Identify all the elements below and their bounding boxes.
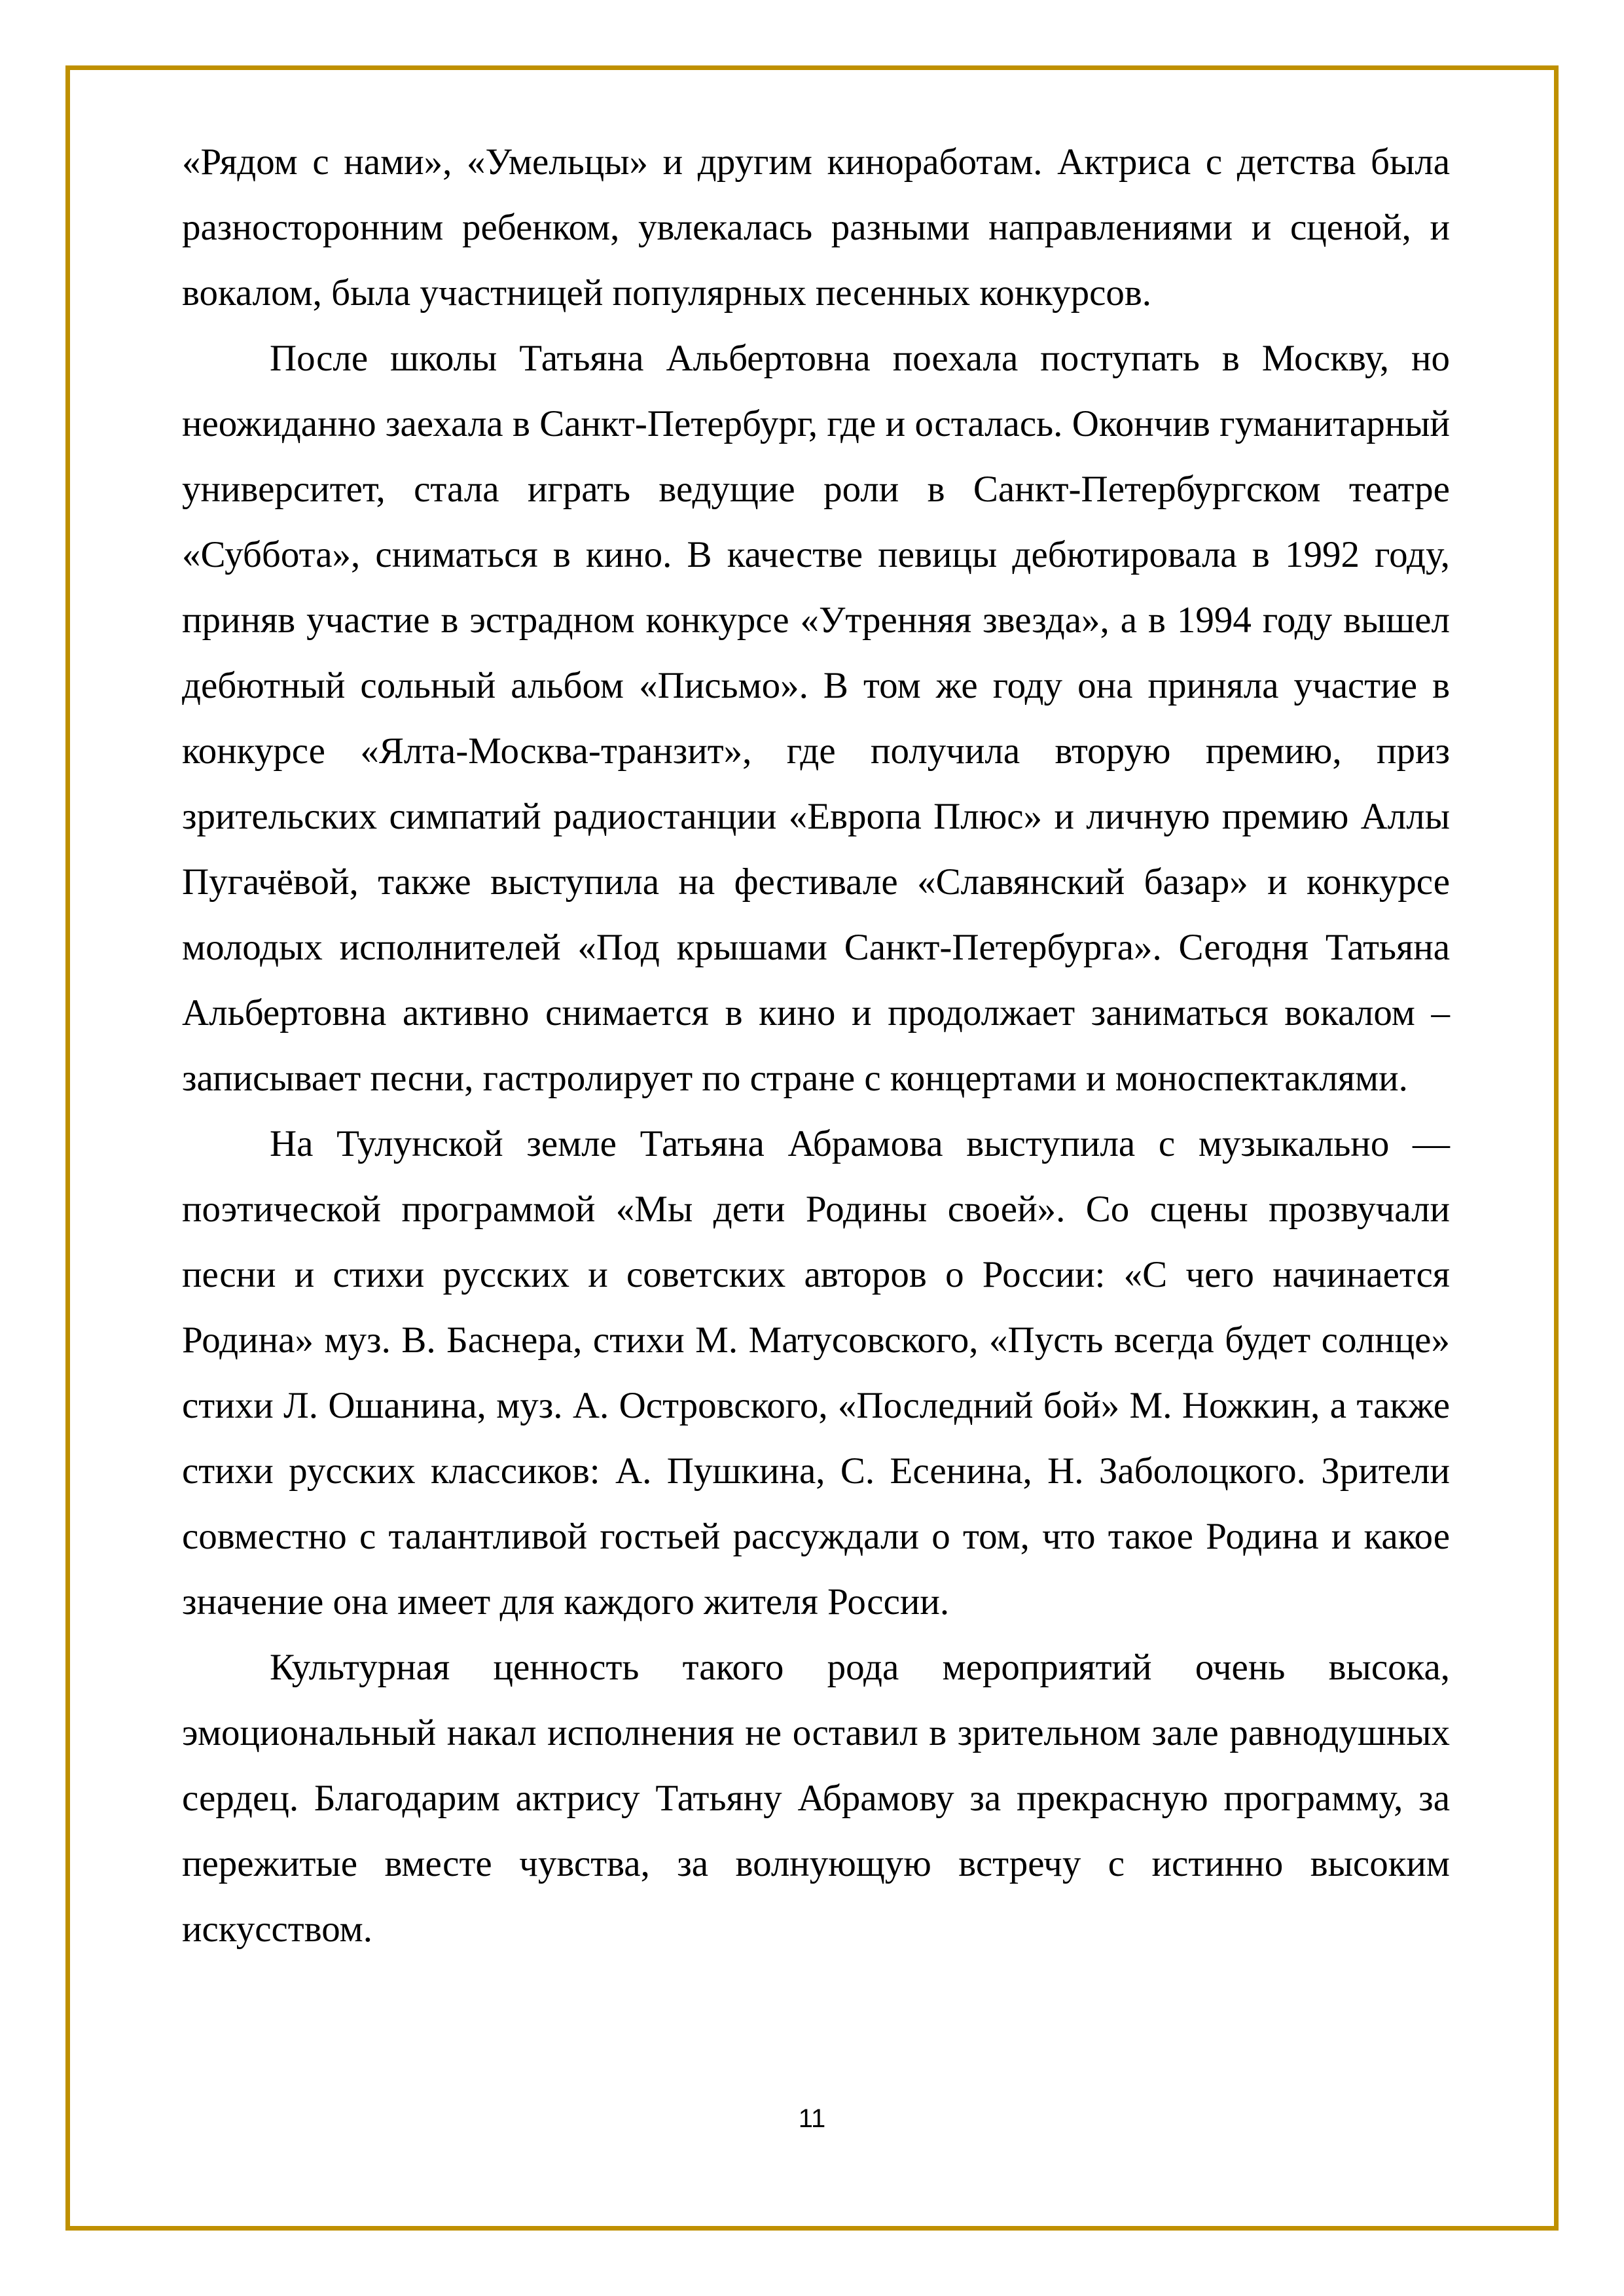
paragraph-2: После школы Татьяна Альбертовна поехала поступать в Москву, но неожиданно заехала в Санкт-Петербург, где и осталась. Окончив гуманитарный университет, стала играть ведущие роли в Санкт-Петербургском театре «Суббота», сниматься в кино. В качестве певицы дебютировала в 1992 году, приняв участие в эстрадном конкурсе «Утренняя звезда», а в 1994 году вышел дебютный сольный альбом «Письмо». В том же году она приняла участие в конкурсе «Ялта-Москва-транзит», где получила вторую премию, приз зрительских симпатий радиостанции «Европа Плюс» и личную премию Аллы Пугачёвой, также выступила на фестивале «Славянский базар» и конкурсе молодых исполнителей «Под крышами Санкт-Петербурга». Сегодня Татьяна Альбертовна активно снимается в кино и продолжает заниматься вокалом – записывает песни, гастролирует по стране с концертами и моноспектаклями. (182, 338, 1450, 1099)
paragraph-1: «Рядом с нами», «Умельцы» и другим киноработам. Актриса с детства была разносторонним ребенком, увлекалась разными направлениями и сценой, и вокалом, была участницей популярных песенных конкурсов. (182, 141, 1450, 314)
page-number: 11 (798, 2104, 826, 2133)
paragraph-3: На Тулунской земле Татьяна Абрамова выступила с музыкально — поэтической программой «Мы дети Родины своей». Со сцены прозвучали песни и стихи русских и советских авторов о России: «С чего начинается Родина» муз. В. Баснера, стихи М. Матусовского, «Пусть всегда будет солнце» стихи Л. Ошанина, муз. А. Островского, «Последний бой» М. Ножкин, а также стихи русских классиков: А. Пушкина, С. Есенина, Н. Заболоцкого. Зрители совместно с талантливой гостьей рассуждали о том, что такое Родина и какое значение она имеет для каждого жителя России. (182, 1123, 1450, 1623)
page-text-body (182, 130, 1450, 1962)
paragraph-4: Культурная ценность такого рода мероприятий очень высока, эмоциональный накал исполнения не оставил в зрительном зале равнодушных сердец. Благодарим актрису Татьяну Абрамову за прекрасную программу, за пережитые вместе чувства, за волнующую встречу с истинно высоким искусством. (182, 1647, 1450, 1950)
